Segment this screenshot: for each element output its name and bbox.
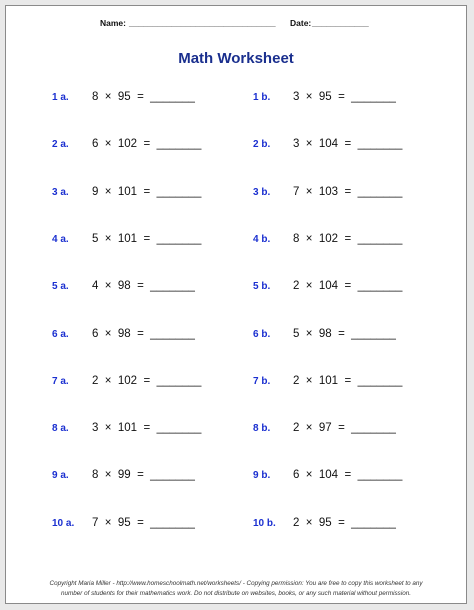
problem-label: 3 a. bbox=[52, 186, 69, 198]
copyright-footer bbox=[6, 579, 466, 599]
problem-expression: 7 × 103 = _______ bbox=[293, 185, 403, 198]
problem-label: 7 b. bbox=[253, 375, 271, 387]
problem-label: 9 b. bbox=[253, 470, 271, 482]
problem-label: 3 b. bbox=[253, 186, 271, 198]
problems-area bbox=[6, 6, 466, 603]
problem-expression: 7 × 95 = _______ bbox=[92, 516, 195, 529]
problem-label: 2 a. bbox=[52, 139, 69, 151]
problem-expression: 3 × 95 = _______ bbox=[293, 91, 396, 103]
problem-row bbox=[253, 91, 396, 107]
problem-label: 10 a. bbox=[52, 517, 75, 529]
problem-row bbox=[253, 469, 402, 485]
problem-expression: 5 × 98 = _______ bbox=[293, 327, 396, 340]
problem-row bbox=[253, 375, 402, 391]
problem-label: 9 a. bbox=[52, 470, 69, 482]
problem-label: 10 b. bbox=[253, 517, 276, 529]
problem-row bbox=[52, 328, 195, 344]
footer-line-1: Copyright Maria Miller - http://www.homeschoolmath.net/worksheets/ - Copying permission: You are free to copy this worksheet to any bbox=[49, 580, 423, 587]
problem-label: 6 b. bbox=[253, 328, 271, 340]
problem-expression: 2 × 102 = _______ bbox=[92, 374, 202, 387]
problem-expression: 6 × 102 = _______ bbox=[92, 138, 202, 151]
problem-label: 4 a. bbox=[52, 233, 69, 245]
problem-row bbox=[253, 280, 402, 296]
problem-expression: 8 × 99 = _______ bbox=[92, 469, 195, 482]
problem-row bbox=[52, 422, 201, 438]
problem-expression: 6 × 98 = _______ bbox=[92, 327, 195, 340]
problem-label: 1 b. bbox=[253, 92, 271, 103]
problem-expression: 8 × 95 = _______ bbox=[92, 91, 195, 103]
problem-expression: 8 × 102 = _______ bbox=[293, 232, 403, 245]
problem-row bbox=[52, 233, 201, 249]
name-label: Name: bbox=[100, 18, 126, 28]
problem-row bbox=[52, 280, 195, 296]
problem-label: 5 b. bbox=[253, 281, 271, 293]
problem-expression: 3 × 104 = _______ bbox=[293, 138, 403, 151]
problem-row bbox=[253, 186, 402, 202]
problem-expression: 9 × 101 = _______ bbox=[92, 185, 202, 198]
problem-row bbox=[52, 91, 195, 107]
problem-expression: 5 × 101 = _______ bbox=[92, 232, 202, 245]
problem-expression: 2 × 95 = _______ bbox=[293, 516, 396, 529]
problem-label: 5 a. bbox=[52, 281, 69, 293]
problem-expression: 3 × 101 = _______ bbox=[92, 422, 202, 435]
problem-row bbox=[52, 138, 201, 154]
date-blank: ____________ bbox=[312, 18, 369, 28]
worksheet-title: Math Worksheet bbox=[178, 50, 294, 67]
problem-label: 6 a. bbox=[52, 328, 69, 340]
problem-row bbox=[253, 138, 402, 154]
problem-row bbox=[52, 517, 195, 533]
problem-row bbox=[52, 375, 201, 391]
problem-expression: 4 × 98 = _______ bbox=[92, 280, 195, 293]
date-label: Date: bbox=[290, 18, 312, 28]
problem-row bbox=[52, 469, 195, 485]
problem-row bbox=[253, 422, 396, 438]
worksheet-page bbox=[5, 5, 467, 604]
problem-label: 8 b. bbox=[253, 423, 271, 435]
problem-row bbox=[52, 186, 201, 202]
problem-expression: 6 × 104 = _______ bbox=[293, 469, 403, 482]
problem-expression: 2 × 97 = _______ bbox=[293, 422, 396, 435]
problem-label: 8 a. bbox=[52, 423, 69, 435]
problem-label: 1 a. bbox=[52, 92, 69, 103]
problem-row bbox=[253, 517, 396, 533]
problem-row bbox=[253, 233, 402, 249]
problem-label: 4 b. bbox=[253, 233, 271, 245]
footer-line-2: number of students for their mathematics work. Do not distribute on websites, books, or any such material without permission. bbox=[61, 590, 411, 597]
problem-label: 2 b. bbox=[253, 139, 271, 151]
problem-expression: 2 × 101 = _______ bbox=[293, 374, 403, 387]
problem-label: 7 a. bbox=[52, 375, 69, 387]
problem-row bbox=[253, 328, 396, 344]
problem-expression: 2 × 104 = _______ bbox=[293, 280, 403, 293]
name-blank: _______________________________ bbox=[129, 18, 276, 28]
